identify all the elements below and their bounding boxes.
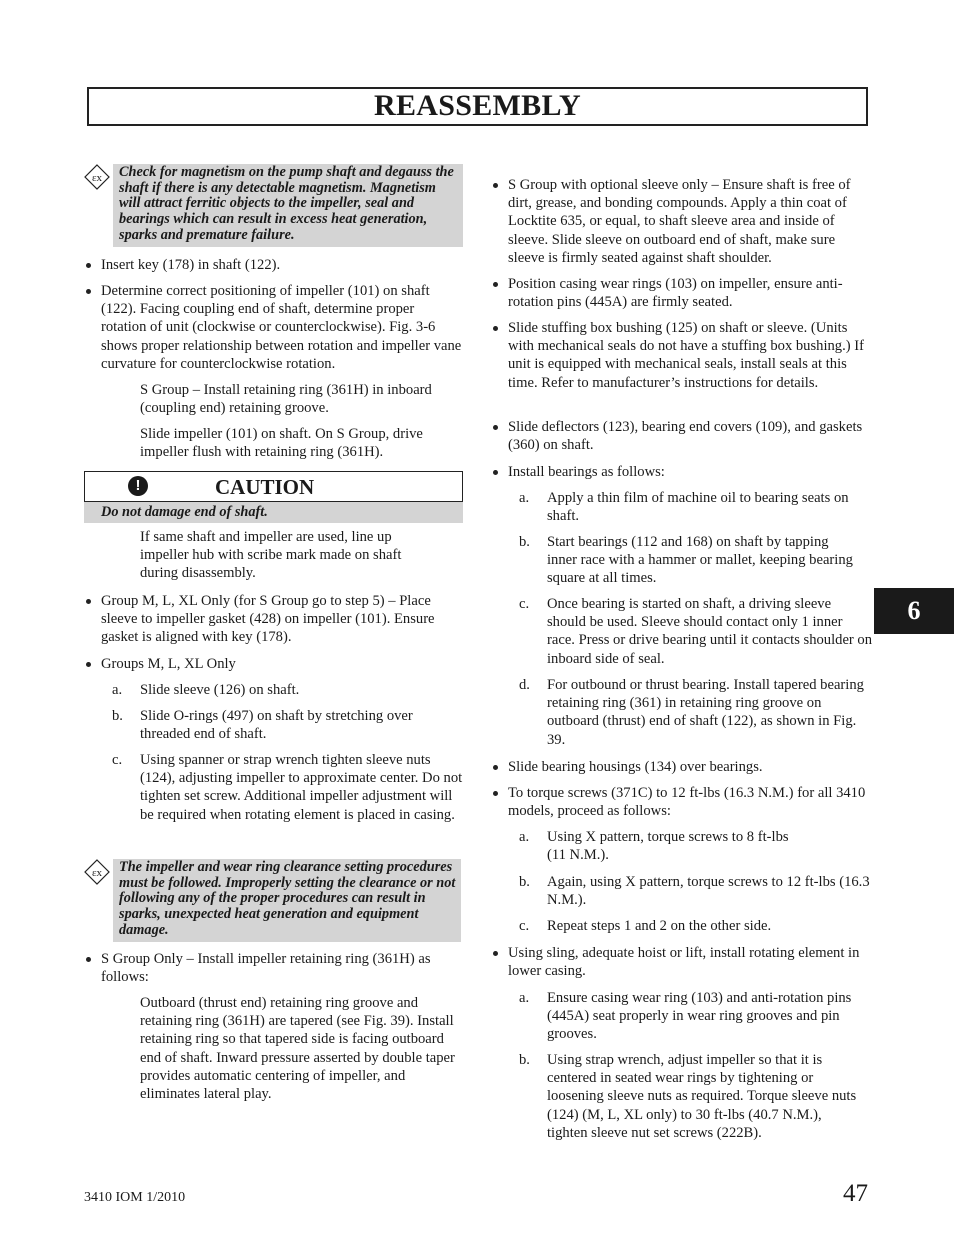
list-item: Slide bearing housings (134) over bearings.	[508, 758, 870, 776]
list-item: To torque screws (371C) to 12 ft-lbs (16.3 N.M.) for all 3410 models, proceed as follows:	[508, 784, 870, 820]
sub-list-text: Apply a thin film of machine oil to bearing seats on shaft.	[547, 490, 849, 525]
sub-list-letter: a.	[519, 990, 530, 1006]
svg-text:εx: εx	[91, 867, 103, 879]
sub-list-text: Using spanner or strap wrench tighten sleeve nuts (124), adjusting impeller to approximate center. Do not tighten set screw. Additional impeller adjustment will be required when rotating element is placed in casing.	[140, 752, 463, 823]
sub-list-text: Slide O-rings (497) on shaft by stretching over threaded end of shaft.	[140, 708, 413, 743]
sub-list-item	[519, 676, 865, 749]
sub-list-text: Slide sleeve (126) on shaft.	[140, 682, 300, 698]
sub-list-letter: b.	[519, 1052, 530, 1068]
sub-list-letter: c.	[519, 596, 530, 612]
page-title: REASSEMBLY	[374, 89, 581, 123]
section-tab-number: 6	[907, 595, 921, 625]
sub-list-item	[112, 681, 463, 699]
sub-list-item	[519, 489, 873, 525]
footer-doc-id: 3410 IOM 1/2010	[84, 1190, 186, 1205]
sub-list-item	[112, 751, 463, 824]
caution-message: Do not damage end of shaft.	[84, 502, 463, 523]
ex-warning-note	[84, 164, 464, 247]
svg-text:εx: εx	[91, 172, 103, 184]
sub-list-item	[519, 917, 873, 935]
sub-list-text-line: Using X pattern, torque screws to 8 ft-lbs	[547, 829, 789, 845]
sub-list-text-line: (11 N.M.).	[547, 847, 609, 864]
list-item: S Group with optional sleeve only – Ensure shaft is free of dirt, grease, and bonding compounds. Apply a thin coat of Locktite 635, or equal, to shaft sleeve area and inside of sleeve. Slide sleeve on outboard end of shaft, make sure sleeve is firmly seated against shaft shoulder.	[508, 176, 870, 267]
sub-list-text: Start bearings (112 and 168) on shaft by tapping inner race with a hammer or mallet, keeping bearing square at all times.	[547, 534, 853, 587]
sub-list-item	[519, 595, 873, 668]
sub-list-item	[519, 989, 873, 1044]
ex-warning-text: Check for magnetism on the pump shaft and degauss the shaft if there is any detectable magnetism. Magnetism will attract ferritic objects to the impeller, seal and bearings which can result in excess heat generation, sparks and premature failure.	[113, 164, 463, 247]
paragraph: If same shaft and impeller are used, line up impeller hub with scribe mark made on shaft during disassembly.	[140, 529, 402, 582]
sub-list-letter: b.	[519, 534, 530, 550]
paragraph: S Group – Install retaining ring (361H) in inboard (coupling end) retaining groove.	[140, 382, 432, 417]
title-box	[87, 87, 868, 126]
explosion-proof-ex-icon	[84, 164, 110, 190]
sub-list-letter: a.	[112, 682, 123, 698]
sub-list-text: Once bearing is started on shaft, a driving sleeve should be used. Sleeve should contact only 1 inner race. Press or drive bearing until it contacts shoulder on inboard side of seal.	[547, 596, 873, 667]
list-item: Position casing wear rings (103) on impeller, ensure anti-rotation pins (445A) are firmly seated.	[508, 275, 870, 311]
sub-list-item	[519, 1051, 859, 1142]
sub-list-text: Repeat steps 1 and 2 on the other side.	[547, 918, 772, 934]
sub-list-letter: c.	[112, 752, 123, 768]
explosion-proof-ex-icon	[84, 859, 110, 885]
list-item: Groups M, L, XL Only	[101, 655, 463, 673]
paragraph: Slide impeller (101) on shaft. On S Group, drive impeller flush with retaining ring (361H).	[140, 426, 423, 461]
sub-list-letter: a.	[519, 829, 530, 845]
sub-list-letter: a.	[519, 490, 530, 506]
list-item: Install bearings as follows:	[508, 463, 870, 481]
exclamation-icon: !	[128, 476, 148, 496]
sub-list-item	[519, 828, 873, 864]
sub-list-letter: d.	[519, 677, 530, 693]
list-item: S Group Only – Install impeller retaining ring (361H) as follows:	[101, 950, 463, 986]
list-item: Slide deflectors (123), bearing end covers (109), and gaskets (360) on shaft.	[508, 418, 870, 454]
sub-list-item	[112, 707, 463, 743]
ex-warning-note	[84, 859, 464, 942]
list-item: Group M, L, XL Only (for S Group go to step 5) – Place sleeve to impeller gasket (428) on impeller (101). Ensure gasket is aligned with key (178).	[101, 592, 463, 647]
list-item: Determine correct positioning of impeller (101) on shaft (122). Facing coupling end of shaft, determine proper rotation of unit (clockwise or counterclockwise). Fig. 3-6 shows proper relationship between rotation and impeller vane curvature for counterclockwise rotation.	[101, 283, 462, 372]
caution-label: CAUTION	[215, 475, 315, 499]
sub-list-letter: c.	[519, 918, 530, 934]
sub-list-text: Ensure casing wear ring (103) and anti-rotation pins (445A) seat properly in wear ring grooves and pin grooves.	[547, 990, 852, 1043]
sub-list-letter: b.	[519, 874, 530, 890]
sub-list-letter: b.	[112, 708, 123, 724]
section-tab	[874, 588, 954, 634]
paragraph: Outboard (thrust end) retaining ring groove and retaining ring (361H) are tapered (see Fig. 39). Install retaining ring so that tapered side is facing outboard end of shaft. Inward pressure asserted by double taper provides automatic centering of impeller, and eliminates lateral play.	[140, 995, 455, 1103]
sub-list-item	[519, 873, 873, 909]
list-item: Slide stuffing box bushing (125) on shaft or sleeve. (Units with mechanical seals do not have a stuffing box bushing.) If unit is equipped with mechanical seals, install seals at this time. Refer to manufacturer’s instructions for details.	[508, 319, 870, 392]
sub-list-text: Using strap wrench, adjust impeller so that it is centered in seated wear rings by tightening or loosening sleeve nuts as required. Torque sleeve nuts (124) (M, L, XL only) to 30 ft-lbs (40.7 N.M.), tighten sleeve nut set screws (222B).	[547, 1052, 857, 1141]
sub-list-text: Again, using X pattern, torque screws to 12 ft-lbs (16.3 N.M.).	[547, 874, 870, 909]
list-item: Insert key (178) in shaft (122).	[101, 256, 463, 274]
ex-warning-text: The impeller and wear ring clearance setting procedures must be followed. Improperly setting the clearance or not following any of the proper procedures can result in sparks, unexpected heat generation and equipment damage.	[113, 859, 461, 942]
page-number: 47	[843, 1180, 868, 1207]
caution-box	[84, 471, 463, 502]
sub-list-item	[519, 533, 859, 588]
list-item: Using sling, adequate hoist or lift, install rotating element in lower casing.	[508, 944, 870, 980]
sub-list-text: For outbound or thrust bearing. Install tapered bearing retaining ring (361) in retaining ring groove on outboard (thrust) end of shaft (122), as shown in Fig. 39.	[547, 677, 864, 748]
